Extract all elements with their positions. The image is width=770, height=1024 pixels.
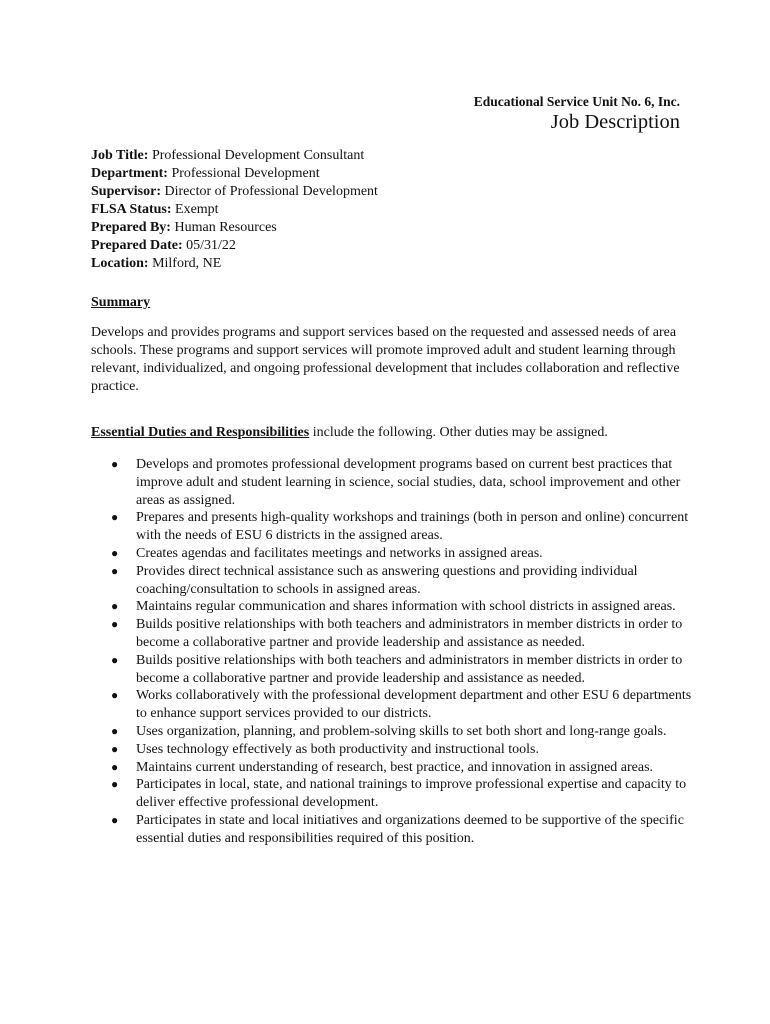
job-info-row-department [91, 165, 378, 183]
job-info-block [91, 147, 378, 273]
job-info-label: Location: [91, 256, 149, 271]
duty-text: Develops and promotes professional development programs based on current best practices that improve adult and student learning in science, social studies, data, school improvement and other areas as assigned. [136, 457, 681, 508]
duty-text: Works collaboratively with the professional development department and other ESU 6 departments to enhance support services provided to our districts. [136, 688, 692, 722]
job-info-value: Professional Development Consultant [151, 148, 365, 163]
duty-text: Maintains regular communication and shares information with school districts in assigned areas. [136, 599, 676, 615]
job-info-value: Director of Professional Development [164, 184, 378, 199]
job-info-label: FLSA Status: [91, 202, 172, 217]
bullet-icon: ● [111, 545, 119, 560]
list-item [108, 759, 693, 777]
bullet-icon: ● [111, 617, 119, 632]
summary-paragraph: Develops and provides programs and support services based on the requested and assessed needs of area schools. These programs and support services will promote improved adult and student learning through relevant, individualized, and ongoing professional development that includes collaboration and reflective practice. [91, 325, 680, 394]
job-info-label: Job Title: [91, 148, 149, 163]
list-item [108, 723, 693, 741]
essential-duties-note: include the following. Other duties may be assigned. [309, 425, 608, 440]
job-info-row-prepared-by [91, 219, 378, 237]
list-item [108, 687, 693, 723]
job-info-row-prepared-date [91, 237, 378, 255]
job-info-row-supervisor [91, 183, 378, 201]
job-info-value: Milford, NE [152, 256, 222, 271]
organization-name: Educational Service Unit No. 6, Inc. [473, 94, 680, 109]
list-item [108, 598, 693, 616]
bullet-icon: ● [111, 510, 119, 525]
essential-duties-heading: Essential Duties and Responsibilities [91, 425, 310, 440]
bullet-icon: ● [111, 688, 119, 703]
job-info-value: Human Resources [174, 220, 277, 235]
list-item [108, 616, 693, 652]
bullet-icon: ● [111, 777, 119, 792]
document-title: Job Description [550, 111, 680, 133]
bullet-icon: ● [111, 652, 119, 667]
list-item [108, 812, 693, 848]
job-info-row-title [91, 147, 378, 165]
duty-text: Builds positive relationships with both teachers and administrators in member districts in order to become a collaborative partner and provide leadership and assistance as needed. [136, 617, 683, 650]
essential-duties-intro [91, 425, 608, 441]
job-info-row-location [91, 255, 378, 273]
bullet-icon: ● [111, 563, 119, 578]
list-item [108, 545, 693, 563]
list-item [108, 456, 693, 509]
duty-text: Builds positive relationships with both teachers and administrators in member districts in order to become a collaborative partner and provide leadership and assistance as needed. [136, 652, 683, 686]
job-info-value: 05/31/22 [186, 238, 236, 253]
bullet-icon: ● [111, 759, 119, 774]
bullet-icon: ● [111, 812, 119, 827]
duty-text: Participates in state and local initiatives and organizations deemed to be supportive of the specific essential duties and responsibilities required of this position. [136, 812, 684, 846]
list-item [108, 563, 693, 599]
duty-text: Provides direct technical assistance such as answering questions and providing individual coaching/consultation to schools in assigned areas. [136, 563, 638, 597]
duty-text: Uses organization, planning, and problem-solving skills to set both short and long-range goals. [136, 723, 667, 739]
bullet-icon: ● [111, 599, 119, 614]
job-info-label: Department: [91, 166, 168, 181]
job-info-label: Prepared Date: [91, 238, 183, 253]
summary-heading: Summary [91, 295, 151, 310]
list-item [108, 509, 693, 545]
job-info-row-flsa [91, 201, 378, 219]
duty-text: Creates agendas and facilitates meetings and networks in assigned areas. [136, 545, 543, 561]
job-info-label: Supervisor: [91, 184, 161, 199]
list-item [108, 776, 693, 812]
duty-text: Maintains current understanding of research, best practice, and innovation in assigned areas. [136, 759, 654, 775]
bullet-icon: ● [111, 723, 119, 738]
list-item [108, 741, 693, 759]
duty-text: Prepares and presents high-quality workshops and trainings (both in person and online) concurrent with the needs of ESU 6 districts in the assigned areas. [136, 510, 689, 544]
duty-text: Uses technology effectively as both productivity and instructional tools. [136, 741, 539, 757]
job-info-label: Prepared By: [91, 220, 171, 235]
job-info-value: Professional Development [171, 166, 320, 181]
bullet-icon: ● [111, 741, 119, 756]
list-item [108, 652, 693, 688]
job-info-value: Exempt [175, 202, 219, 217]
duties-list [108, 456, 693, 848]
duty-text: Participates in local, state, and national trainings to improve professional expertise and capacity to deliver effective professional development. [136, 777, 687, 811]
bullet-icon: ● [111, 457, 119, 471]
